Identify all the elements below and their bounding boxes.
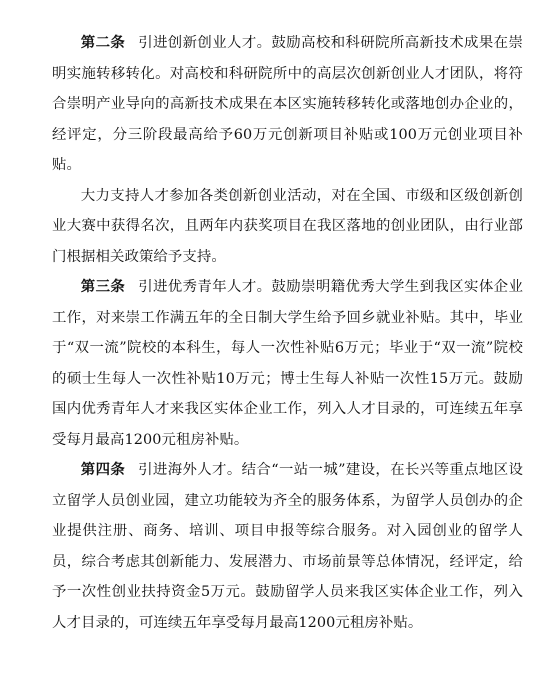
paragraph-article-2 — [52, 28, 523, 181]
article-body-2-support: 大力支持人才参加各类创新创业活动，对在全国、市级和区级创新创业大赛中获得名次，且两年内获奖项目在我区落地的创业团队，由行业部门根据相关政策给予支持。 — [52, 187, 523, 265]
paragraph-article-4 — [52, 455, 523, 638]
article-heading-3: 第三条 — [80, 279, 126, 295]
article-body-3: 引进优秀青年人才。鼓励崇明籍优秀大学生到我区实体企业工作，对来崇工作满五年的全日制大学生给予回乡就业补贴。其中，毕业于“双一流”院校的本科生，每人一次性补贴6万元；毕业于“双一流”院校的硕士生每人一次性补贴10万元；博士生每人补贴一次性15万元。鼓励国内优秀青年人才来我区实体企业工作，列入人才目录的，可连续五年享受每月最高1200元租房补贴。 — [52, 279, 523, 448]
article-heading-2: 第二条 — [80, 35, 126, 51]
article-body-4: 引进海外人才。结合“一站一城”建设，在长兴等重点地区设立留学人员创业园，建立功能较为齐全的服务体系，为留学人员创办的企业提供注册、商务、培训、项目申报等综合服务。对入园创业的留学人员，综合考虑其创新能力、发展潜力、市场前景等总体情况，经评定，给予一次性创业扶持资金5万元。鼓励留学人员来我区实体企业工作，列入人才目录的，可连续五年享受每月最高1200元租房补贴。 — [52, 462, 523, 631]
article-heading-4: 第四条 — [80, 462, 126, 478]
paragraph-article-3 — [52, 272, 523, 455]
paragraph-article-2-support — [52, 181, 523, 273]
article-body-2: 引进创新创业人才。鼓励高校和科研院所高新技术成果在崇明实施转移转化。对高校和科研院所中的高层次创新创业人才团队，将符合崇明产业导向的高新技术成果在本区实施转移转化或落地创办企业的，经评定，分三阶段最高给予60万元创新项目补贴或100万元创业项目补贴。 — [52, 35, 523, 173]
